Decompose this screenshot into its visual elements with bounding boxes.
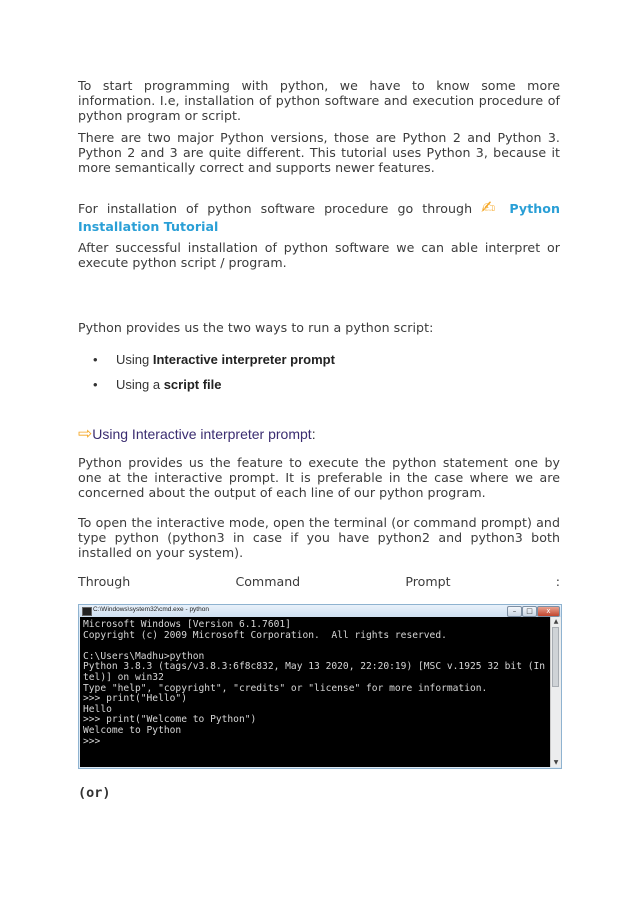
paragraph-open-mode: To open the interactive mode, open the terminal (or command prompt) and type python (python3 in case if you have python2 and python3 both installed on your system). (78, 515, 560, 561)
paragraph-versions: There are two major Python versions, those are Python 2 and Python 3. Python 2 and 3 are quite different. This tutorial uses Python 3, because it more semantically correct and supports newer features. (78, 130, 560, 176)
scroll-thumb[interactable] (552, 627, 559, 687)
or-text: (or) (78, 785, 111, 801)
installation-tutorial-link[interactable]: Python Installation Tutorial (78, 201, 560, 234)
console-line: Hello (83, 703, 112, 715)
console-line: Welcome to Python (83, 724, 182, 736)
bullet-marker: • (93, 377, 98, 392)
cmd-icon (82, 607, 92, 616)
maximize-button[interactable]: □ (522, 606, 537, 617)
paragraph-after-install: After successful installation of python software we can able interpret or execute python script / program. (78, 240, 560, 271)
console-line: tel)] on win32 (83, 671, 164, 683)
console-line: Copyright (c) 2009 Microsoft Corporation. All rights reserved. (83, 629, 447, 641)
console-line: Microsoft Windows [Version 6.1.7601] (83, 619, 291, 630)
scrollbar[interactable] (550, 617, 561, 767)
paragraph-two-ways: Python provides us the two ways to run a python script: (78, 320, 434, 335)
subheading-text: Using Interactive interpreter prompt (92, 426, 312, 442)
arrow-icon: ⇨ (78, 424, 93, 443)
window-title: C:\Windows\system32\cmd.exe - python (93, 606, 209, 613)
paragraph-intro: To start programming with python, we have to know some more information. I.e, installation of python software and execution procedure of python program or script. (78, 78, 560, 124)
console-line: >>> print("Welcome to Python") (83, 714, 257, 726)
console-output[interactable] (80, 617, 550, 767)
console-line: >>> (83, 735, 101, 747)
installation-text: For installation of python software procedure go through (78, 201, 473, 216)
console-line: Python 3.8.3 (tags/v3.8.3:6f8c832, May 13 2020, 22:20:19) [MSC v.1925 32 bit (In (83, 661, 546, 673)
list-item: • Using Interactive interpreter prompt (93, 352, 335, 367)
list-item-bold: script file (163, 377, 222, 392)
subheading-interactive: ⇨Using Interactive interpreter prompt: (78, 424, 316, 443)
console-line: C:\Users\Madhu>python (83, 650, 205, 662)
scroll-up-icon[interactable]: ▲ (553, 618, 559, 625)
close-button[interactable]: x (537, 606, 560, 617)
minimize-button[interactable]: – (507, 606, 522, 617)
ways-list (93, 352, 553, 402)
through-command-prompt-line: Through Command Prompt : (78, 574, 560, 589)
scroll-down-icon[interactable]: ▼ (553, 759, 559, 766)
list-item: • Using a script file (93, 377, 222, 392)
bullet-marker: • (93, 352, 98, 367)
paragraph-installation (78, 199, 560, 236)
pencil-icon: ✍ (481, 198, 501, 218)
list-item-bold: Interactive interpreter prompt (152, 352, 335, 367)
paragraph-interactive: Python provides us the feature to execute the python statement one by one at the interactive prompt. It is preferable in the case where we are concerned about the output of each line of our python program. (78, 455, 560, 501)
console-line: Type "help", "copyright", "credits" or "license" for more information. (83, 682, 488, 694)
cmd-window (78, 604, 562, 769)
console-line: >>> print("Hello") (83, 693, 187, 705)
window-titlebar (79, 605, 561, 617)
